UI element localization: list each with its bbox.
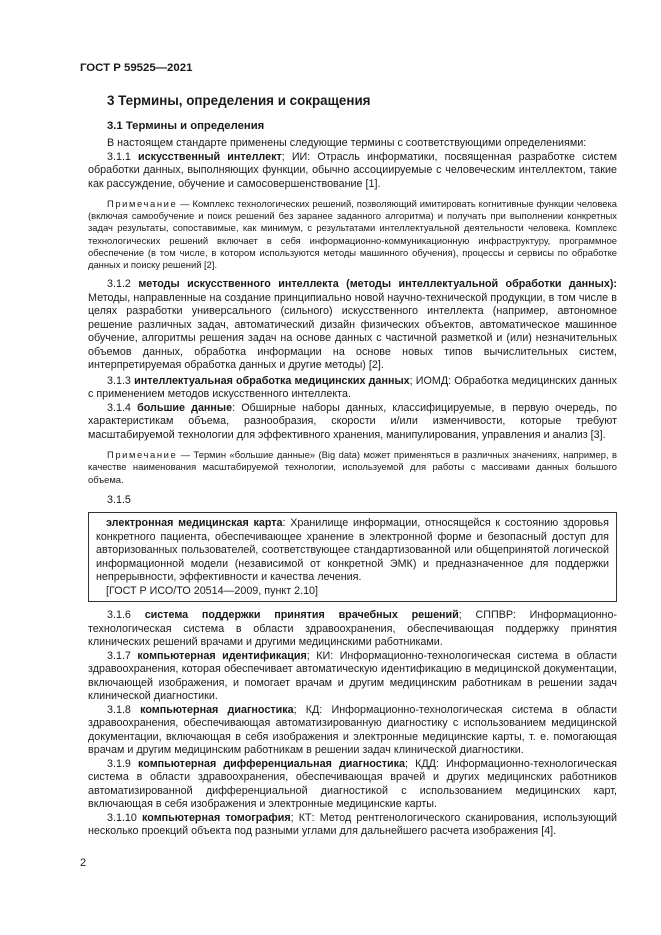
term-name: методы искусственного интеллекта (методы интеллектуальной обработки данных):	[138, 278, 617, 291]
term-name: компьютерная диагностика	[140, 703, 294, 716]
term-number: 3.1.9	[107, 757, 131, 770]
term-3-1-6	[88, 609, 617, 650]
term-name: компьютерная томография	[142, 811, 291, 824]
term-3-1-10	[88, 812, 617, 839]
term-number: 3.1.3	[107, 374, 131, 387]
term-definition: Информационно-технологическая система в области здравоохранения, которая обеспечивает автоматическую идентификацию в медицинской документации, включающей изображения, и помогает врачам и другим медицинским работникам в решении задач клинической диагностики.	[88, 649, 618, 703]
term-definition: : Хранилище информации, относящейся к состоянию здоровья конкретного пациента, обеспечивающее хранение в электронной форме и безопасный доступ для авторизованных пользователей, соответствующее стандартизованной или общепринятой логической информационной модели (независимой от конкретной ЭМК) и предназначенное для поддержки непрерывности, эффективности и качества лечения.	[96, 517, 609, 584]
term-number: 3.1.6	[107, 609, 131, 622]
term-abbreviation: ; КД:	[293, 703, 323, 716]
term-abbreviation: ; ИОМД:	[409, 374, 452, 387]
term-number: 3.1.1	[107, 150, 131, 163]
note-2	[88, 449, 617, 486]
term-3-1-3	[88, 375, 617, 402]
term-abbreviation: ; КТ:	[290, 811, 315, 824]
term-name: компьютерная идентификация	[137, 649, 307, 662]
term-definition: Отрасль информатики, посвященная разработке систем обработки данных, выполняющих функции, обычно ассоциируемые с человеческим интеллектом, такие как рассуждение, обучение и самосовершенствование [1].	[88, 150, 617, 190]
term-3-1-2	[88, 278, 617, 373]
term-definition: Обработка медицинских данных с применением методов искусственного интеллекта.	[88, 374, 617, 401]
term-name: большие данные	[137, 401, 233, 414]
term-definition: : Обширные наборы данных, классифицируемые, в первую очередь, по характеристикам объема, разнообразия, скорости и/или изменчивости, которые требуют масштабируемой технологии для эффективного хранения, манипулирования, управления и анализ [3].	[88, 401, 617, 441]
intro-paragraph: В настоящем стандарте применены следующие термины с соответствующими определениями:	[107, 137, 587, 149]
document-body	[88, 92, 617, 839]
term-abbreviation: ; ИИ:	[281, 150, 311, 163]
term-3-1-8	[88, 704, 617, 758]
boxed-term-3-1-5	[88, 512, 617, 602]
term-number: 3.1.7	[107, 649, 131, 662]
term-definition: Информационно-технологическая система в области здравоохранения, обеспечивающая поддержку принятия клинических решений врачами и другими медицинскими работниками.	[88, 609, 618, 649]
term-definition: Методы, направленные на создание принципиально новой научно-технической продукции, в том числе в целях разработки универсального (сильного) искусственного интеллекта (например, автономное решение различных задач, автоматический дизайн физических объектов, автоматическое машинное обучение, алгоритмы решения задач на основе данных с частичной разметкой и (или) незначительных объемов данных, обработка информации на основе новых типов вычислительных систем, интерпретируемая обработка данных и другие методы) [2].	[88, 291, 617, 372]
term-3-1-7	[88, 650, 617, 704]
subsection-title: 3.1 Термины и определения	[107, 120, 265, 132]
term-source-reference: [ГОСТ Р ИСО/ТО 20514—2009, пункт 2.10]	[106, 584, 319, 597]
term-3-1-9	[88, 758, 617, 812]
term-definition: Метод рентгенологического сканирования, использующий несколько проекций объекта под разными углами для дальнейшего расчета изображения [4].	[88, 811, 617, 838]
term-name: компьютерная дифференциальная диагностика	[138, 757, 405, 770]
note-label: Примечание	[107, 449, 178, 461]
term-abbreviation: ; КИ:	[306, 649, 334, 662]
term-name: интеллектуальная обработка медицинских данных	[134, 374, 410, 387]
note-text: — Термин «большие данные» (Big data) может применяться в различных значениях, например, в качестве наименования масштабируемой технологии, используемой для работы с массивами данных большого объема.	[88, 449, 617, 485]
term-number: 3.1.4	[107, 401, 131, 414]
note-text: — Комплекс технологических решений, позволяющий имитировать когнитивные функции человека (включая самообучение и поиск решений без заранее заданного алгоритма) и получать при выполнении конкретных задач результаты, сопоставимые, как минимум, с результатами интеллектуальной деятельности человека. Комплекс технологических решений включает в себя информационно-коммуникационную инфраструктуру, программное обеспечение (в том числе, в котором используются методы машинного обучения), процессы и сервисы по обработке данных и поиску решений [2].	[88, 198, 617, 271]
term-abbreviation: ; СППВР:	[458, 609, 516, 622]
section-title: 3 Термины, определения и сокращения	[107, 93, 371, 108]
term-3-1-1	[88, 151, 617, 192]
term-abbreviation: ; КДД:	[404, 757, 439, 770]
term-3-1-5	[96, 517, 609, 585]
term-definition: Информационно-технологическая система в области здравоохранения, обеспечивающая врачей и других медицинских работников автоматизированной дифференциальной диагностикой с использованием медицинских карт, включающая в себя изображения и электронные медицинские карты.	[88, 757, 617, 811]
term-name: система поддержки принятия врачебных решений	[144, 609, 459, 622]
page-number: 2	[80, 857, 87, 869]
note-1	[88, 198, 617, 271]
term-number: 3.1.8	[107, 703, 131, 716]
term-name: искусственный интеллект	[138, 150, 282, 163]
term-number: 3.1.2	[107, 278, 131, 291]
term-name: электронная медицинская карта	[106, 517, 283, 530]
term-definition: Информационно-технологическая система в области здравоохранения, обеспечивающая автоматизированную диагностику с использованием медицинской документации, включающая в себя изображения и электронные медицинские карты, т. е. помогающая врачам и другим медицинским работникам в решении задач клинической диагностики.	[88, 703, 617, 757]
term-number: 3.1.10	[107, 811, 137, 824]
term-3-1-4	[88, 402, 617, 443]
document-header: ГОСТ Р 59525—2021	[80, 62, 193, 74]
note-label: Примечание	[107, 198, 178, 209]
term-3-1-5-number: 3.1.5	[107, 493, 131, 506]
